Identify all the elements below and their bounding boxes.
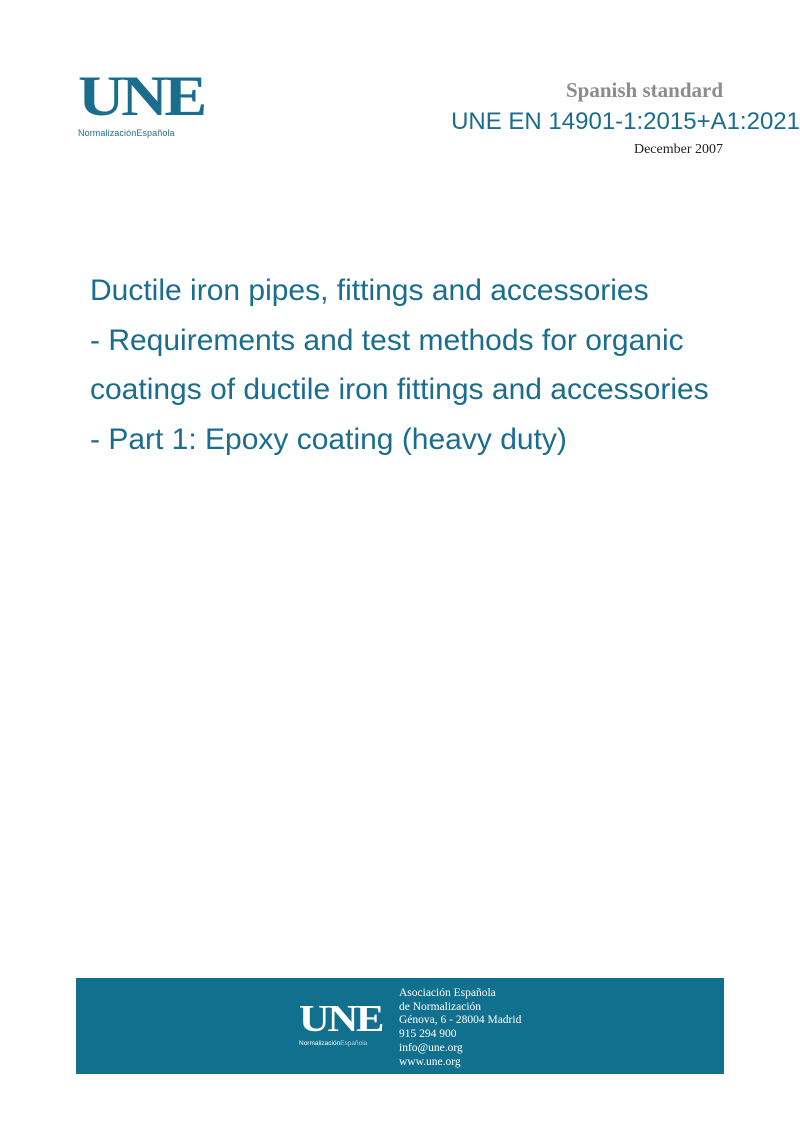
footer-logo-wordmark: UNE bbox=[299, 998, 383, 1040]
title-line: - Requirements and test methods for organic bbox=[90, 323, 684, 357]
footer-logo bbox=[299, 998, 383, 1047]
footer-logo-tagline-part1: Normalización bbox=[299, 1040, 341, 1047]
logo-wordmark: UNE bbox=[78, 65, 204, 128]
title-line: - Part 1: Epoxy coating (heavy duty) bbox=[90, 422, 567, 456]
document-title bbox=[90, 266, 790, 464]
organization-name-line2: de Normalización bbox=[399, 1000, 482, 1013]
logo-tagline-part2: Española bbox=[136, 128, 175, 138]
logo-tagline bbox=[78, 128, 189, 138]
title-line: coatings of ductile iron fittings and accessories bbox=[90, 373, 709, 406]
phone: 915 294 900 bbox=[399, 1028, 457, 1041]
standard-code: UNE EN 14901-1:2015+A1:2021 bbox=[451, 108, 800, 135]
footer-logo-tagline bbox=[299, 1040, 373, 1047]
une-logo bbox=[78, 65, 204, 138]
footer-banner bbox=[76, 978, 724, 1074]
title-line: Ductile iron pipes, fittings and accessories bbox=[90, 274, 649, 307]
website: www.une.org bbox=[399, 1055, 461, 1068]
contact-info bbox=[399, 987, 521, 1069]
publication-date: December 2007 bbox=[633, 142, 723, 157]
logo-tagline-part1: Normalización bbox=[78, 128, 137, 138]
organization-name-line1: Asociación Española bbox=[399, 987, 496, 999]
email: info@une.org bbox=[399, 1041, 463, 1054]
document-type: Spanish standard bbox=[566, 78, 723, 102]
footer-logo-tagline-part2: Española bbox=[340, 1040, 368, 1047]
address: Génova, 6 - 28004 Madrid bbox=[399, 1014, 522, 1027]
